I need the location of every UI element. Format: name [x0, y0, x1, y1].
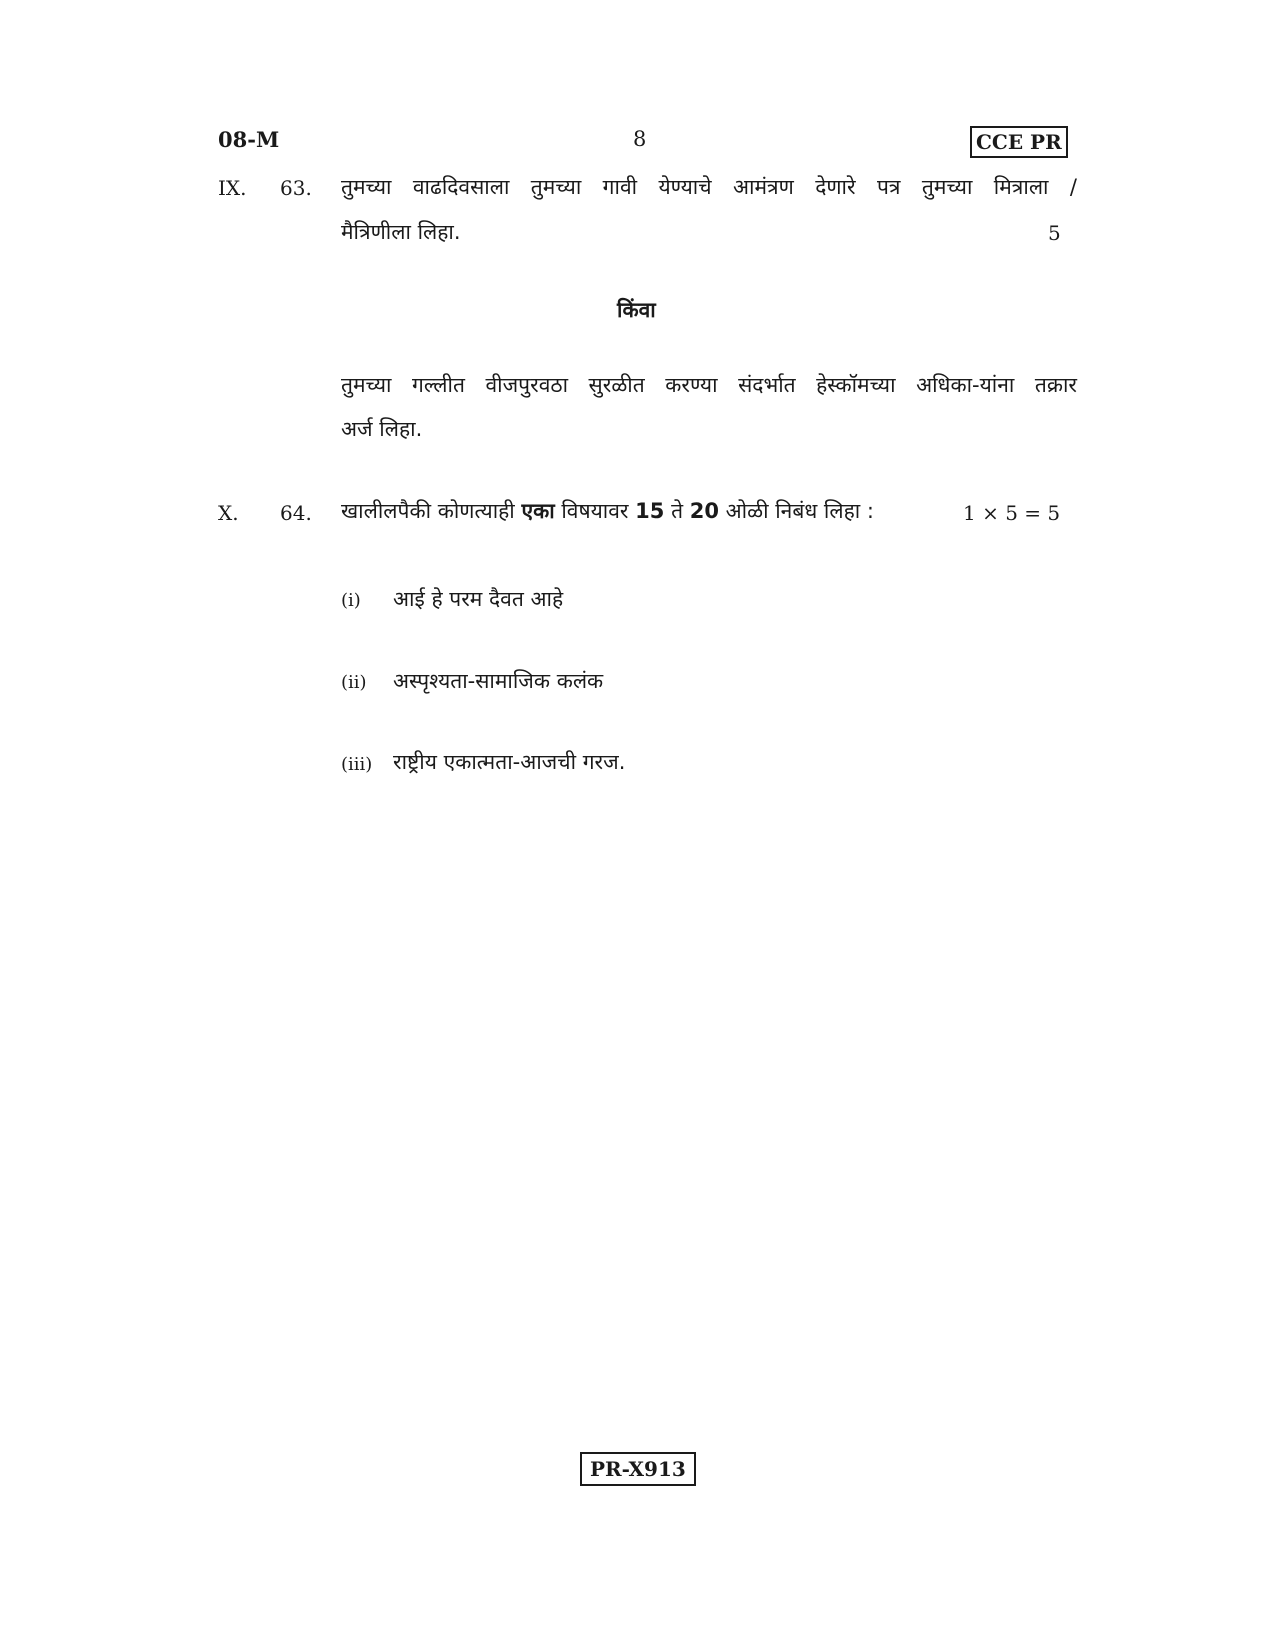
option-i-text: आई हे परम दैवत आहे [393, 587, 564, 611]
footer-code-box: PR-X913 [580, 1452, 696, 1486]
option-ii-label: (ii) [341, 672, 367, 693]
page-number: 8 [633, 127, 647, 151]
or-label: किंवा [617, 298, 656, 322]
instruction-part3: ते [671, 499, 684, 523]
instruction-part2: विषयावर [561, 499, 629, 523]
option-iii-text: राष्ट्रीय एकात्मता-आजची गरज. [393, 750, 626, 774]
question-64-instruction [341, 497, 874, 525]
instruction-part1: खालीलपैकी कोणत्याही [341, 499, 515, 523]
instruction-bold-one: एका [521, 499, 555, 523]
question-63-line2: मैत्रिणीला लिहा. [341, 220, 461, 244]
section-x-roman: X. [218, 501, 239, 525]
instruction-bold-15: 15 [635, 499, 665, 523]
question-63-alt-line1: तुमच्या गल्लीत वीजपुरवठा सुरळीत करण्या संदर्भात हेस्कॉमच्या अधिका-यांना तक्रार [341, 373, 1077, 397]
paper-code: 08-M [218, 127, 280, 152]
instruction-bold-20: 20 [689, 499, 719, 523]
section-ix-roman: IX. [218, 176, 247, 200]
instruction-part4: ओळी निबंध लिहा : [725, 499, 874, 523]
question-63-alt-line2: अर्ज लिहा. [341, 417, 423, 441]
question-64-marks: 1 × 5 = 5 [963, 501, 1061, 525]
cce-pr-box: CCE PR [970, 126, 1068, 158]
option-i-label: (i) [341, 590, 361, 611]
question-63-line1: तुमच्या वाढदिवसाला तुमच्या गावी येण्याचे आमंत्रण देणारे पत्र तुमच्या मित्राला / [341, 175, 1077, 199]
question-63-marks: 5 [1048, 221, 1061, 245]
question-63-number: 63. [280, 176, 312, 200]
option-ii-text: अस्पृश्यता-सामाजिक कलंक [393, 669, 604, 693]
question-64-number: 64. [280, 501, 312, 525]
option-iii-label: (iii) [341, 754, 373, 775]
